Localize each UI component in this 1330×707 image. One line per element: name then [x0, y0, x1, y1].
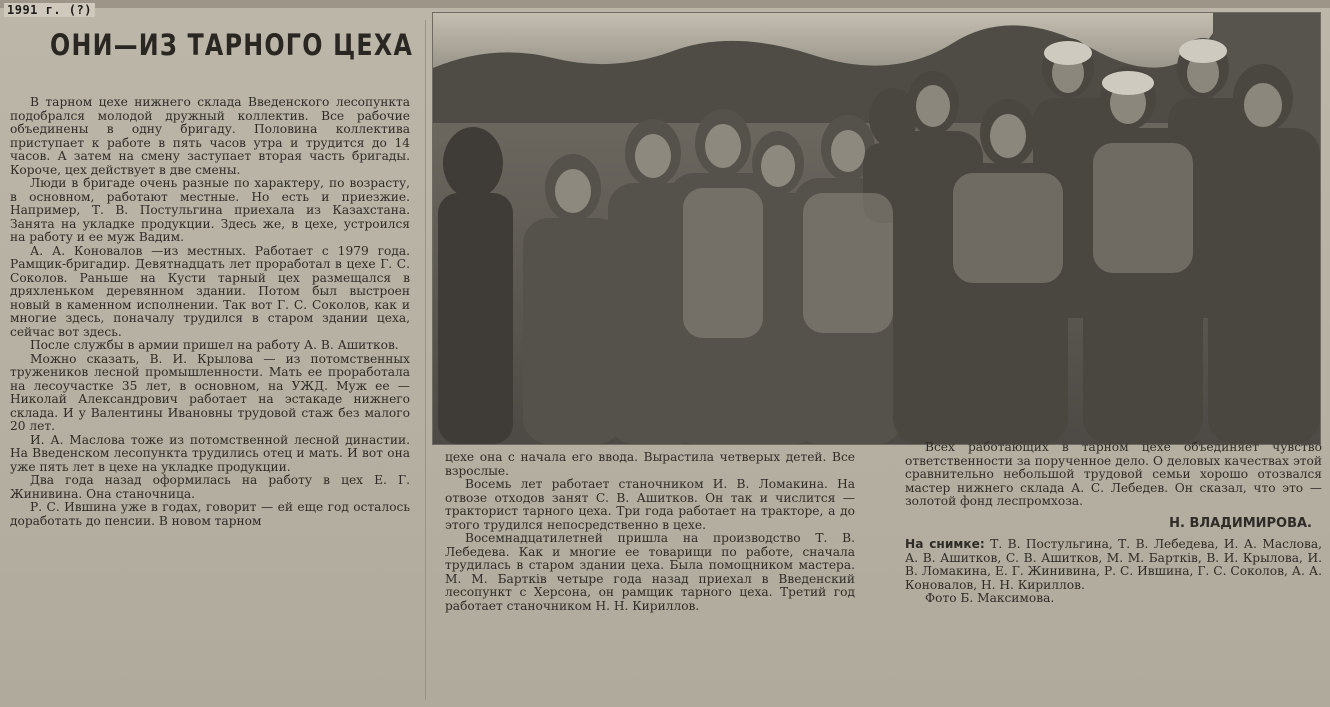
date-stamp: 1991 г. (?): [4, 3, 95, 17]
paragraph: Люди в бригаде очень разные по характеру, по возрасту, в основном, работают местные. Но есть и приезжие. Например, Т. В. Постульгина приехала из Казахстана. Занята на укладке продукции. Здесь же, в цехе, устроился на работу и ее муж Вадим.: [10, 176, 410, 244]
paragraph: цехе она с начала его ввода. Вырастила четверых детей. Все взрослые.: [445, 450, 855, 478]
photo-caption: [905, 538, 1322, 592]
article-column-2: [445, 451, 855, 613]
article-column-3: [905, 441, 1322, 606]
headline: ОНИ—ИЗ ТАРНОГО ЦЕХА: [50, 28, 414, 62]
caption-label: На снимке:: [905, 537, 985, 551]
paragraph: Р. С. Ившина уже в годах, говорит — ей еще год осталось доработать до пенсии. В новом тарном: [10, 500, 410, 528]
paragraph: Два года назад оформилась на работу в цех Е. Г. Жинивина. Она станочница.: [10, 473, 410, 501]
paragraph: В тарном цехе нижнего склада Введенского лесопункта подобрался молодой дружный коллектив. Все рабочие объединены в одну бригаду. Половина коллектива приступает к работе в пять часов утра и трудится до 14 часов. А затем на смену заступает вторая часть бригады. Короче, цех действует в две смены.: [10, 95, 410, 177]
column-rule: [425, 20, 426, 700]
paragraph: Восемнадцатилетней пришла на производство Т. В. Лебедева. Как и многие ее товарищи по работе, сначала трудилась в старом здании цеха. Была помощником мастера. М. М. Бартків четыре года назад приехал в Введенский лесопункт с Херсона, он рамщик тарного цеха. Третий год работает станочником Н. Н. Кириллов.: [445, 531, 855, 613]
paragraph: Всех работающих в тарном цехе объединяет чувство ответственности за порученное дело. О деловых качествах этой сравнительно небольшой трудовой семьи хорошо отозвался мастер нижнего склада А. С. Лебедев. Он сказал, что это — золотой фонд леспромхоза.: [905, 440, 1322, 508]
group-photo-image: [433, 13, 1320, 444]
paragraph: А. А. Коновалов —из местных. Работает с 1979 года. Рамщик-бригадир. Девятнадцать лет проработал в цехе Г. С. Соколов. Раньше на Кусти тарный цех размещался в дряхленьком деревянном здании. Потом был выстроен новый в каменном исполнении. Так вот Г. С. Соколов, как и многие здесь, поначалу трудился в старом здании цеха, сейчас вот здесь.: [10, 243, 410, 339]
paragraph: И. А. Маслова тоже из потомственной лесной династии. На Введенском лесопункта трудились отец и мать. И вот она уже пять лет в цехе на укладке продукции.: [10, 432, 410, 474]
group-photo: [432, 12, 1321, 445]
paragraph: После службы в армии пришел на работу А. В. Ашитков.: [30, 338, 399, 352]
paragraph: Можно сказать, В. И. Крылова — из потомственных тружеников лесной промышленности. Мать ее проработала на лесоучастке 35 лет, в основном, на УЖД. Муж ее — Николай Александрович работает на эстакаде нижнего склада. И у Валентины Ивановны трудовой стаж без малого 20 лет.: [10, 351, 410, 433]
photo-credit: Фото Б. Максимова.: [925, 591, 1055, 605]
article-column-1: [10, 96, 410, 528]
caption-text: Т. В. Постульгина, Т. В. Лебедева, И. А. Маслова, А. В. Ашитков, С. В. Ашитков, М. М. Бартків, В. И. Крылова, И. В. Ломакина, Е. Г. Жинивина, Р. С. Ившина, Г. С. Соколов, А. А. Коновалов, Н. Н. Кириллов.: [905, 537, 1322, 592]
paragraph: Восемь лет работает станочником И. В. Ломакина. На отвозе отходов занят С. В. Ашитков. Он так и числится — тракторист тарного цеха. Три года работает на тракторе, а до этого трудился непосредственно в цехе.: [445, 477, 855, 532]
author-signature: Н. ВЛАДИМИРОВА.: [1169, 515, 1312, 531]
